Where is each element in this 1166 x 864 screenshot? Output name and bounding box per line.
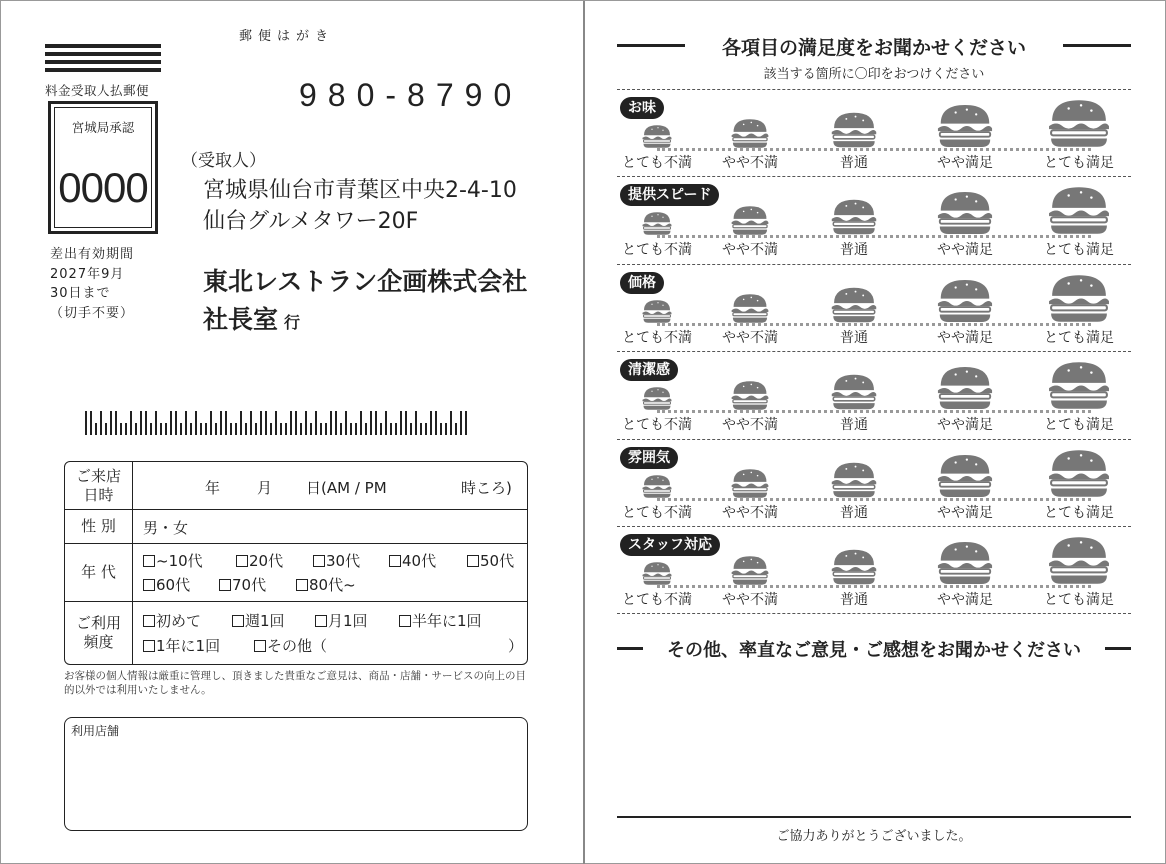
store-input-box[interactable]: [64, 717, 528, 831]
barcode-bar: [440, 423, 442, 435]
rating-scale-label: とても満足: [1044, 242, 1114, 259]
burger-icon[interactable]: [642, 124, 672, 153]
dashed-divider: [617, 613, 1131, 614]
validity-line: 30日まで: [50, 286, 111, 301]
survey-subtitle: 該当する箇所に〇印をおつけください: [763, 67, 985, 82]
barcode-bar: [150, 423, 152, 435]
privacy-note: お客様の個人情報は厳重に管理し、頂きました貴重なご意見は、商品・店舗・サービスの向上の目的以外では利用いたしません。: [64, 670, 526, 696]
age-option[interactable]: [389, 550, 436, 571]
validity-line: 2027年9月: [50, 266, 125, 282]
rating-scale-label: 普通: [840, 242, 868, 259]
barcode-bar: [220, 411, 222, 435]
question-label: 価格: [620, 272, 664, 294]
barcode-bar: [240, 411, 242, 435]
barcode-bar: [465, 411, 467, 435]
barcode-bar: [445, 423, 447, 435]
rating-scale-label: とても満足: [1044, 592, 1114, 608]
rating-scale-label: 普通: [840, 155, 868, 171]
recipient-address: [203, 175, 517, 237]
other-comments-title: その他、率直なご意見・ご感想をお聞かせください: [667, 640, 1081, 661]
burger-icon[interactable]: [1048, 98, 1110, 153]
hour-label: 時ころ): [461, 479, 512, 497]
barcode-bar: [195, 411, 197, 435]
barcode-bar: [235, 423, 237, 435]
burger-icon[interactable]: [731, 380, 769, 415]
option-label: 60代: [156, 576, 191, 594]
barcode-bar: [400, 411, 402, 435]
burger-icon[interactable]: [731, 555, 769, 590]
burger-icon[interactable]: [937, 103, 993, 153]
rating-scale-label: やや満足: [937, 592, 993, 608]
burger-icon[interactable]: [831, 373, 877, 415]
barcode-bar: [320, 423, 322, 435]
rating-scale-label: とても不満: [622, 329, 692, 346]
barcode-bar: [175, 411, 177, 435]
checkbox-icon: [467, 555, 479, 567]
address-line: 仙台グルメタワー20F: [203, 209, 419, 234]
frequency-options: [143, 602, 524, 664]
rating-scale-label: やや不満: [722, 242, 778, 259]
option-label: ~10代: [156, 552, 203, 570]
rating-scale-label: とても不満: [622, 242, 692, 259]
option-label: 半年に1回: [412, 612, 482, 630]
barcode-bar: [310, 423, 312, 435]
burger-icon[interactable]: [1048, 448, 1110, 503]
checkbox-icon: [399, 615, 411, 627]
option-label: 40代: [402, 552, 437, 570]
burger-icon[interactable]: [642, 211, 672, 240]
checkbox-icon: [143, 579, 155, 591]
address-line: 宮城県仙台市青葉区中央2-4-10: [203, 178, 517, 203]
row-header: 性 別: [65, 510, 133, 543]
checkbox-icon: [143, 555, 155, 567]
fee-label: 料金受取人払郵便: [45, 83, 150, 98]
burger-icon[interactable]: [1048, 360, 1110, 415]
barcode-bar: [340, 423, 342, 435]
question-label: スタッフ対応: [620, 534, 720, 556]
question-label: 提供スピード: [620, 184, 719, 206]
validity-line: 差出有効期間: [50, 247, 135, 262]
dashed-divider: [617, 264, 1131, 265]
burger-icon[interactable]: [937, 365, 993, 415]
rating-scale-label: やや満足: [937, 242, 993, 259]
option-label: 80代~: [309, 576, 356, 594]
row-header: ご来店 日時: [65, 462, 133, 509]
barcode-bar: [370, 411, 372, 435]
barcode-bar: [360, 411, 362, 435]
rating-scale-label: 普通: [840, 504, 868, 521]
barcode-bar: [250, 411, 252, 435]
frequency-option[interactable]: [143, 635, 220, 656]
barcode-bar: [350, 423, 352, 435]
frequency-option[interactable]: [143, 610, 201, 631]
barcode-bar: [430, 411, 432, 435]
dashed-divider: [617, 89, 1131, 90]
barcode-bar: [110, 411, 112, 435]
burger-icon[interactable]: [937, 278, 993, 328]
option-label: 70代: [232, 576, 267, 594]
barcode-bar: [290, 411, 292, 435]
barcode-bar: [190, 423, 192, 435]
company-name: 東北レストラン企画株式会社: [203, 267, 528, 296]
validity-line: （切手不要）: [50, 305, 135, 321]
rating-scale-label: 普通: [840, 329, 868, 346]
recipient-label: （受取人）: [181, 151, 266, 171]
barcode-bar: [85, 411, 87, 435]
rating-scale-label: とても不満: [622, 155, 692, 171]
barcode-bar: [325, 423, 327, 435]
age-option[interactable]: [236, 550, 283, 571]
rating-question: [617, 526, 1131, 613]
burger-icon[interactable]: [642, 474, 672, 503]
barcode-bar: [245, 423, 247, 435]
checkbox-icon: [232, 615, 244, 627]
dashed-divider: [617, 351, 1131, 352]
store-label: 利用店舗: [71, 724, 120, 738]
barcode-bar: [155, 411, 157, 435]
rating-scale-label: やや満足: [937, 329, 993, 346]
burger-icon[interactable]: [642, 561, 672, 590]
barcode-bar: [275, 411, 277, 435]
burger-icon[interactable]: [731, 293, 769, 328]
burger-icon[interactable]: [937, 190, 993, 240]
barcode-bar: [390, 423, 392, 435]
question-label: お味: [620, 97, 664, 119]
barcode-bar: [455, 423, 457, 435]
barcode-bar: [125, 423, 127, 435]
option-label: 30代: [326, 552, 361, 570]
rating-scale-label: 普通: [840, 417, 868, 434]
burger-icon[interactable]: [642, 386, 672, 415]
barcode-bar: [315, 411, 317, 435]
barcode-bar: [260, 411, 262, 435]
age-option[interactable]: [143, 574, 190, 595]
frequency-option[interactable]: [315, 610, 368, 631]
barcode-bar: [140, 411, 142, 435]
option-label: 50代: [480, 552, 515, 570]
frequency-row: [65, 602, 527, 664]
barcode-bar: [200, 423, 202, 435]
barcode-bar: [225, 411, 227, 435]
rating-question: [617, 89, 1131, 176]
rating-scale-label: 普通: [840, 592, 868, 608]
barcode-bar: [425, 423, 427, 435]
rating-scale-label: やや不満: [722, 155, 778, 171]
fold-line: [583, 1, 585, 864]
barcode-bar: [130, 411, 132, 435]
zip-code: 980-8790: [299, 77, 523, 113]
burger-icon[interactable]: [1048, 273, 1110, 328]
customer-barcode: [85, 411, 467, 435]
barcode-bar: [385, 411, 387, 435]
barcode-bar: [255, 423, 257, 435]
burger-icon[interactable]: [831, 198, 877, 240]
frequency-option[interactable]: [399, 610, 482, 631]
visit-datetime-row: [65, 462, 527, 510]
visit-info-table: [64, 461, 528, 665]
dashed-divider: [617, 439, 1131, 440]
barcode-bar: [95, 423, 97, 435]
row-header: ご利用 頻度: [65, 602, 133, 664]
checkbox-icon: [236, 555, 248, 567]
barcode-bar: [215, 423, 217, 435]
barcode-bar: [295, 411, 297, 435]
barcode-bar: [135, 423, 137, 435]
rating-scale-label: とても満足: [1044, 155, 1114, 171]
burger-icon[interactable]: [642, 299, 672, 328]
option-label: 月1回: [328, 612, 368, 630]
burger-icon[interactable]: [731, 468, 769, 503]
rating-scale-label: やや満足: [937, 417, 993, 434]
barcode-bar: [410, 423, 412, 435]
burger-icon[interactable]: [731, 205, 769, 240]
thanks-message: ご協力ありがとうございました。: [776, 829, 972, 844]
day-ampm-label: 日(AM / PM: [306, 479, 387, 497]
rating-scale-label: とても満足: [1044, 504, 1114, 521]
barcode-bar: [120, 423, 122, 435]
age-option[interactable]: [296, 574, 356, 595]
barcode-bar: [90, 411, 92, 435]
barcode-bar: [270, 423, 272, 435]
age-option[interactable]: [313, 550, 360, 571]
frequency-option[interactable]: [232, 610, 285, 631]
burger-icon[interactable]: [731, 118, 769, 153]
barcode-bar: [375, 411, 377, 435]
rating-question: [617, 351, 1131, 438]
burger-icon[interactable]: [1048, 535, 1110, 590]
barcode-bar: [345, 411, 347, 435]
dashed-divider: [617, 176, 1131, 177]
barcode-bar: [170, 411, 172, 435]
barcode-bar: [280, 423, 282, 435]
barcode-bar: [165, 423, 167, 435]
gender-options: 男・女: [143, 519, 189, 537]
burger-icon[interactable]: [831, 461, 877, 503]
gender-field[interactable]: [143, 510, 521, 543]
survey-header: [617, 31, 1131, 59]
rating-scale-label: とても満足: [1044, 417, 1114, 434]
approval-office: 宮城局承認: [71, 120, 135, 135]
burger-icon[interactable]: [1048, 185, 1110, 240]
checkbox-icon: [143, 640, 155, 652]
checkbox-icon: [313, 555, 325, 567]
checkbox-icon: [219, 579, 231, 591]
checkbox-icon: [254, 640, 266, 652]
approval-number: 0000: [58, 164, 148, 211]
visit-datetime-field[interactable]: [143, 462, 521, 509]
comment-rule: [617, 816, 1131, 818]
barcode-bar: [300, 423, 302, 435]
question-label: 清潔感: [620, 359, 678, 381]
checkbox-icon: [389, 555, 401, 567]
age-option[interactable]: [219, 574, 266, 595]
barcode-bar: [420, 423, 422, 435]
dashed-divider: [617, 526, 1131, 527]
recipient-company: [203, 263, 527, 342]
barcode-bar: [285, 423, 287, 435]
rating-scale-label: やや不満: [722, 329, 778, 346]
barcode-bar: [330, 411, 332, 435]
postcard-title: 郵便はがき: [239, 29, 335, 44]
department-name: 社長室: [203, 305, 279, 334]
rating-scale-label: やや満足: [937, 504, 993, 521]
barcode-bar: [145, 411, 147, 435]
checkbox-icon: [315, 615, 327, 627]
rating-scale-label: とても満足: [1044, 329, 1114, 346]
barcode-bar: [115, 411, 117, 435]
burger-icon[interactable]: [831, 548, 877, 590]
survey-title: 各項目の満足度をお聞かせください: [721, 37, 1026, 59]
burger-icon[interactable]: [831, 286, 877, 328]
barcode-bar: [205, 423, 207, 435]
recipient-suffix: 行: [284, 313, 301, 332]
barcode-bar: [450, 411, 452, 435]
month-label: 月: [257, 479, 273, 497]
age-options: [143, 544, 521, 601]
burger-icon[interactable]: [937, 540, 993, 590]
option-label: 初めて: [156, 612, 202, 630]
other-comments-header: [617, 635, 1131, 661]
question-label: 雰囲気: [620, 447, 678, 469]
barcode-bar: [355, 423, 357, 435]
rating-scale-label: やや不満: [722, 504, 778, 521]
rating-scale-label: やや不満: [722, 592, 778, 608]
frequency-option[interactable]: [254, 635, 327, 656]
rating-scale-label: とても不満: [622, 592, 692, 608]
validity-period: [50, 245, 134, 323]
barcode-bar: [100, 411, 102, 435]
checkbox-icon: [296, 579, 308, 591]
year-label: 年: [205, 479, 221, 497]
barcode-bar: [180, 423, 182, 435]
rating-scale-label: やや不満: [722, 417, 778, 434]
barcode-bar: [415, 411, 417, 435]
postal-bars: [45, 44, 161, 76]
option-label: 20代: [249, 552, 284, 570]
age-option[interactable]: [143, 550, 203, 571]
option-label: その他（: [267, 637, 328, 655]
barcode-bar: [395, 423, 397, 435]
barcode-bar: [365, 423, 367, 435]
rating-scale-label: とても不満: [622, 417, 692, 434]
row-header: 年 代: [65, 544, 133, 601]
barcode-bar: [210, 411, 212, 435]
barcode-bar: [380, 423, 382, 435]
barcode-bar: [405, 411, 407, 435]
checkbox-icon: [143, 615, 155, 627]
gender-row: [65, 510, 527, 544]
option-label: 1年に1回: [156, 637, 221, 655]
burger-icon[interactable]: [937, 453, 993, 503]
barcode-bar: [265, 411, 267, 435]
barcode-bar: [335, 411, 337, 435]
barcode-bar: [105, 423, 107, 435]
rating-scale-label: やや満足: [937, 155, 993, 171]
rating-question: [617, 439, 1131, 526]
age-option[interactable]: [467, 550, 514, 571]
barcode-bar: [460, 411, 462, 435]
rating-question: [617, 176, 1131, 263]
other-close: ）: [508, 637, 524, 655]
rating-scale-label: とても不満: [622, 504, 692, 521]
rating-question: [617, 264, 1131, 351]
barcode-bar: [435, 411, 437, 435]
barcode-bar: [230, 423, 232, 435]
burger-icon[interactable]: [831, 111, 877, 153]
option-label: 週1回: [245, 612, 285, 630]
approval-box: [48, 101, 158, 234]
barcode-bar: [185, 411, 187, 435]
barcode-bar: [160, 423, 162, 435]
age-row: [65, 544, 527, 602]
barcode-bar: [305, 411, 307, 435]
